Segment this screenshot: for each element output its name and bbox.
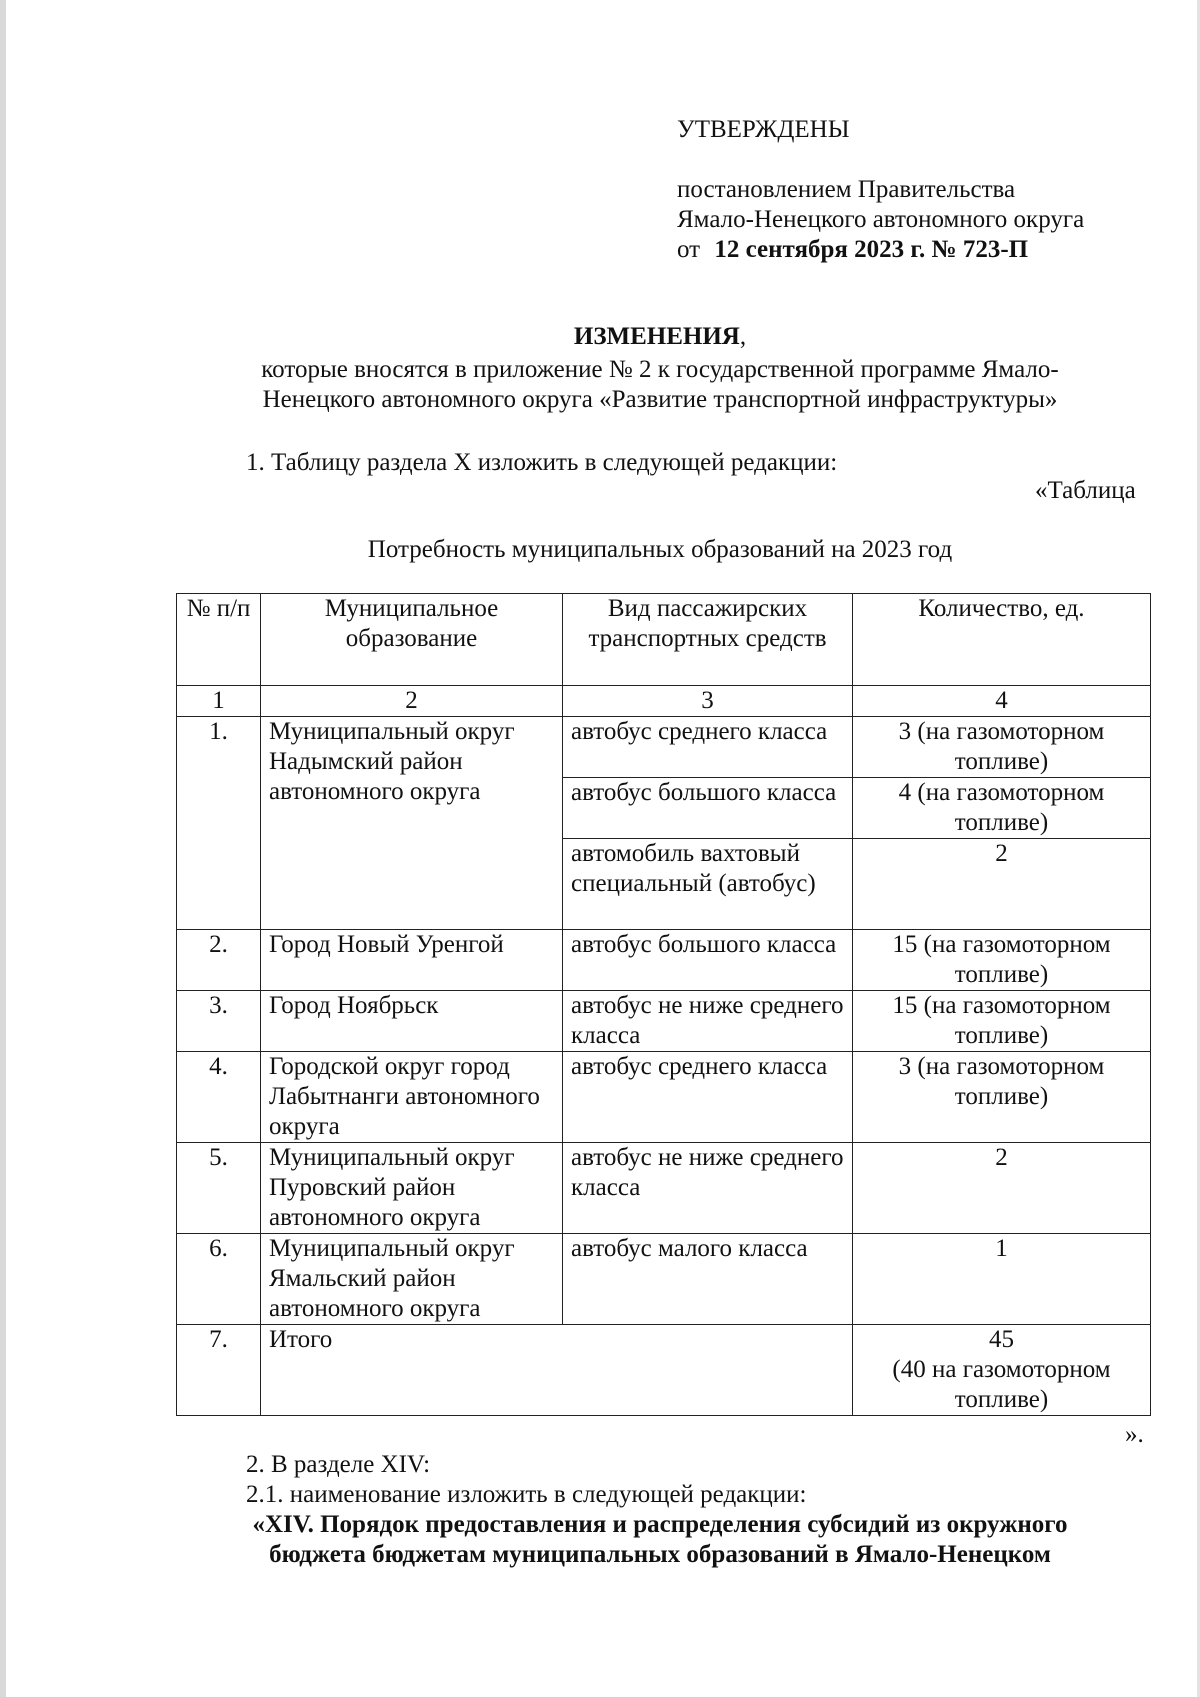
row-quantity: 15 (на газомоторном топливе) xyxy=(853,991,1151,1052)
document-title-text: ИЗМЕНЕНИЯ xyxy=(573,323,740,350)
approval-line-2: Ямало-Ненецкого автономного округа xyxy=(677,206,1085,233)
table-row xyxy=(177,991,1151,1052)
needs-table xyxy=(176,593,1151,1416)
total-number: 7. xyxy=(177,1325,261,1416)
document-subtitle-line-2: Ненецкого автономного округа «Развитие транспортной инфраструктуры» xyxy=(262,386,1058,413)
row-number: 4. xyxy=(177,1052,261,1143)
table-closing-quote: ». xyxy=(1125,1421,1144,1448)
header-municipality: Муниципальное образование xyxy=(261,594,563,686)
row-quantity: 3 (на газомоторном топливе) xyxy=(853,717,1151,778)
approval-date: 12 сентября 2023 г. № 723-П xyxy=(714,236,1029,263)
section-title-line-2: бюджета бюджетам муниципальных образований в Ямало-Ненецком xyxy=(269,1541,1051,1568)
row-vehicle-type: автобус не ниже среднего класса xyxy=(563,991,853,1052)
row-number: 5. xyxy=(177,1143,261,1234)
row-quantity: 4 (на газомоторном топливе) xyxy=(853,778,1151,839)
row-vehicle-type: автомобиль вахтовый специальный (автобус) xyxy=(563,839,853,930)
row-vehicle-type: автобус малого класса xyxy=(563,1234,853,1325)
total-quantity-gas: (40 на газомоторном xyxy=(892,1356,1111,1383)
row-quantity: 2 xyxy=(853,839,1151,930)
row-number: 2. xyxy=(177,930,261,991)
header-vehicle-type: Вид пассажирских транспортных средств xyxy=(563,594,853,686)
row-vehicle-type: автобус среднего класса xyxy=(563,1052,853,1143)
row-municipality: Город Новый Уренгой xyxy=(261,930,563,991)
column-number: 2 xyxy=(261,686,563,717)
column-number-row xyxy=(177,686,1151,717)
table-row xyxy=(177,1234,1151,1325)
item-1-text: 1. Таблицу раздела X изложить в следующей редакции: xyxy=(246,449,838,476)
row-municipality: Муниципальный округ Ямальский район автономного округа xyxy=(261,1234,563,1325)
row-quantity: 1 xyxy=(853,1234,1151,1325)
row-number: 1. xyxy=(177,717,261,930)
column-number: 3 xyxy=(563,686,853,717)
row-municipality: Муниципальный округ Пуровский район автономного округа xyxy=(261,1143,563,1234)
row-municipality: Городской округ город Лабытнанги автономного округа xyxy=(261,1052,563,1143)
row-vehicle-type: автобус не ниже среднего класса xyxy=(563,1143,853,1234)
table-row xyxy=(177,930,1151,991)
approval-line-3 xyxy=(677,235,1028,265)
table-caption: Потребность муниципальных образований на 2023 год xyxy=(367,536,953,563)
row-quantity: 3 (на газомоторном топливе) xyxy=(853,1052,1151,1143)
table-header-row xyxy=(177,594,1151,686)
total-quantity xyxy=(853,1325,1151,1416)
approval-date-prefix: от xyxy=(677,236,701,263)
item-2-text: 2. В разделе XIV: xyxy=(246,1451,431,1478)
table-label: «Таблица xyxy=(1035,477,1136,504)
item-2-1-text: 2.1. наименование изложить в следующей редакции: xyxy=(246,1481,807,1508)
scan-edge-left xyxy=(0,0,6,1697)
total-quantity-gas-end: топливе) xyxy=(954,1386,1049,1413)
row-quantity: 15 (на газомоторном топливе) xyxy=(853,930,1151,991)
row-municipality: Муниципальный округ Надымский район автономного округа xyxy=(261,717,563,930)
table-row xyxy=(177,1052,1151,1143)
column-number: 4 xyxy=(853,686,1151,717)
header-quantity: Количество, ед. xyxy=(853,594,1151,686)
table-row xyxy=(177,717,1151,778)
document-title-comma: , xyxy=(739,323,747,350)
header-number: № п/п xyxy=(177,594,261,686)
total-quantity-value: 45 xyxy=(989,1326,1014,1353)
row-municipality: Город Ноябрьск xyxy=(261,991,563,1052)
approval-line-1: постановлением Правительства xyxy=(677,176,1016,203)
column-number: 1 xyxy=(177,686,261,717)
section-title-line-1: «XIV. Порядок предоставления и распределения субсидий из окружного xyxy=(252,1511,1068,1538)
total-label: Итого xyxy=(261,1325,853,1416)
approval-heading: УТВЕРЖДЕНЫ xyxy=(677,116,850,143)
document-title xyxy=(0,322,1200,352)
row-vehicle-type: автобус большого класса xyxy=(563,930,853,991)
row-number: 6. xyxy=(177,1234,261,1325)
row-number: 3. xyxy=(177,991,261,1052)
document-subtitle-line-1: которые вносятся в приложение № 2 к государственной программе Ямало- xyxy=(261,356,1059,383)
table-row xyxy=(177,1143,1151,1234)
table-total-row xyxy=(177,1325,1151,1416)
row-quantity: 2 xyxy=(853,1143,1151,1234)
row-vehicle-type: автобус большого класса xyxy=(563,778,853,839)
row-vehicle-type: автобус среднего класса xyxy=(563,717,853,778)
